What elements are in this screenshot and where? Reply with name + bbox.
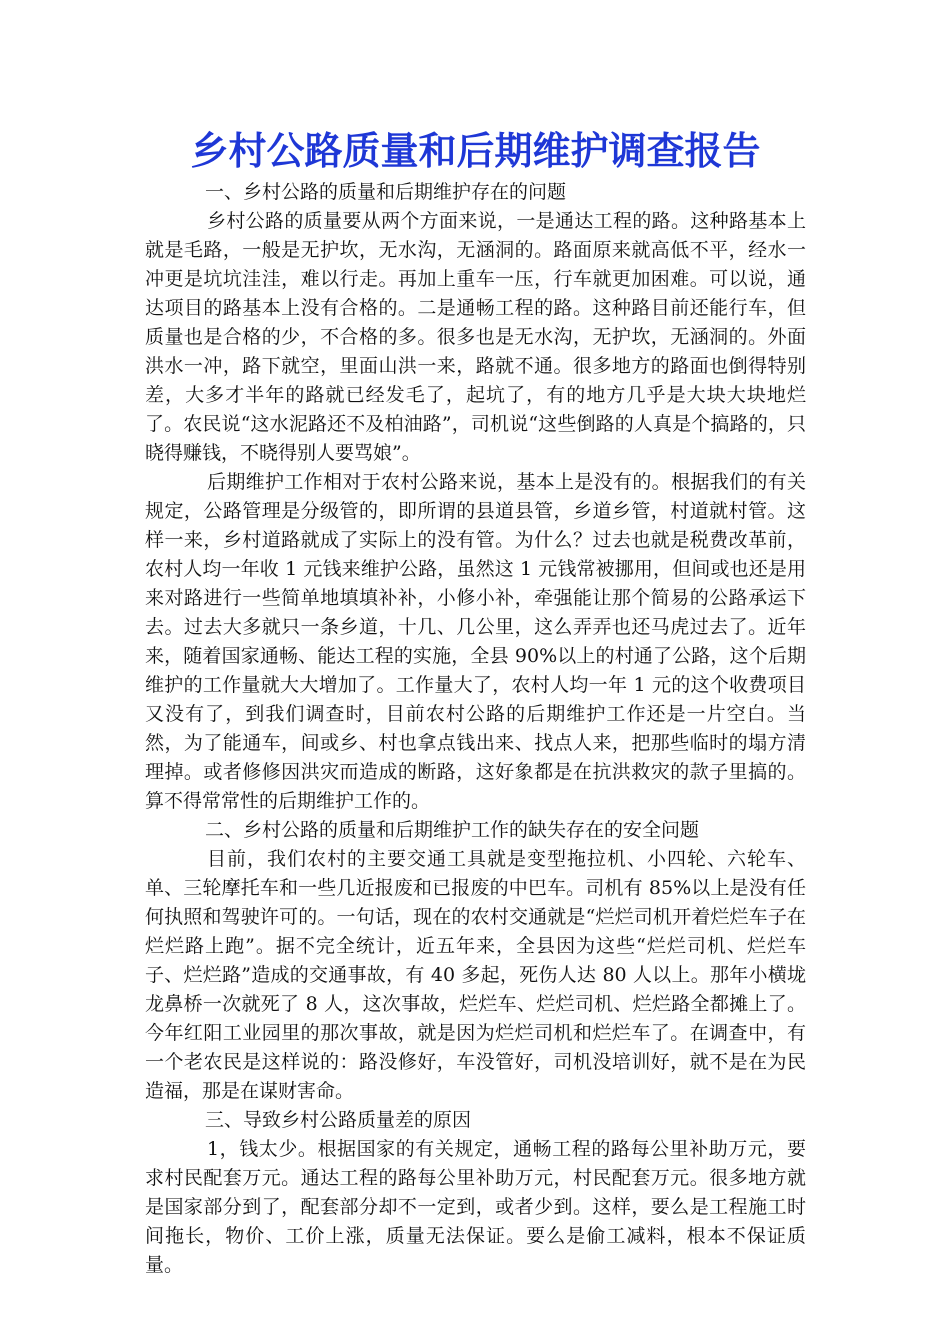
- paragraph-1: 乡村公路的质量要从两个方面来说，一是通达工程的路。这种路基本上就是毛路，一般是无护坎，无水沟，无涵洞的。路面原来就高低不平，经水一冲更是坑坑洼洼，难以行走。再加上重车一压，行车就更加困难。可以说，通达项目的路基本上没有合格的。二是通畅工程的路。这种路目前还能行车，但质量也是合格的少，不合格的多。很多也是无水沟，无护坎，无涵洞的。外面洪水一冲，路下就空，里面山洪一来，路就不通。很多地方的路面也倒得特别差，大多才半年的路就已经发毛了，起坑了，有的地方几乎是大块大块地烂了。农民说“这水泥路还不及柏油路”，司机说“这些倒路的人真是个搞路的，只晓得赚钱，不晓得别人要骂娘”。: [145, 210, 806, 464]
- section-heading-1: 一、乡村公路的质量和后期维护存在的问题: [205, 181, 567, 203]
- paragraph-4: 1，钱太少。根据国家的有关规定，通畅工程的路每公里补助万元，要求村民配套万元。通达工程的路每公里补助万元，村民配套万元。很多地方就是国家部分到了，配套部分却不一定到，或者少到。这样，要么是工程施工时间拖长，物价、工价上涨，质量无法保证。要么是偷工减料，根本不保证质量。: [145, 1138, 806, 1276]
- section-heading-2: 二、乡村公路的质量和后期维护工作的缺失存在的安全问题: [205, 819, 700, 841]
- paragraph-3: 目前，我们农村的主要交通工具就是变型拖拉机、小四轮、六轮车、单、三轮摩托车和一些几近报废和已报废的中巴车。司机有 85%以上是没有任何执照和驾驶许可的。一句话，现在的农村交通就是“烂烂司机开着烂烂车子在烂烂路上跑”。据不完全统计，近五年来，全县因为这些“烂烂司机、烂烂车子、烂烂路”造成的交通事故，有 40 多起，死伤人达 80 人以上。那年小横垅龙鼻桥一次就死了 8 人，这次事故，烂烂车、烂烂司机、烂烂路全都摊上了。今年红阳工业园里的那次事故，就是因为烂烂司机和烂烂车了。在调查中，有一个老农民是这样说的：路没修好，车没管好，司机没培训好，就不是在为民造福，那是在谋财害命。: [145, 848, 806, 1102]
- document-body: [145, 124, 806, 1280]
- section-heading-3: 三、导致乡村公路质量差的原因: [205, 1109, 472, 1131]
- paragraph-2: 后期维护工作相对于农村公路来说，基本上是没有的。根据我们的有关规定，公路管理是分级管的，即所谓的县道县管，乡道乡管，村道就村管。这样一来，乡村道路就成了实际上的没有管。为什么？过去也就是税费改革前，农村人均一年收 1 元钱来维护公路，虽然这 1 元钱常被挪用，但间或也还是用来对路进行一些简单地填填补补，小修小补，牵强能让那个简易的公路承运下去。过去大多就只一条乡道，十几、几公里，这么弄弄也还马虎过去了。近年来，随着国家通畅、能达工程的实施，全县 90%以上的村通了公路，这个后期维护的工作量就大大增加了。工作量大了，农村人均一年 1 元的这个收费项目又没有了，到我们调查时，目前农村公路的后期维护工作还是一片空白。当然，为了能通车，间或乡、村也拿点钱出来、找点人来，把那些临时的塌方清理掉。或者修修因洪灾而造成的断路，这好象都是在抗洪救灾的款子里搞的。算不得常常性的后期维护工作的。: [145, 471, 806, 812]
- document-title: 乡村公路质量和后期维护调查报告: [190, 129, 761, 173]
